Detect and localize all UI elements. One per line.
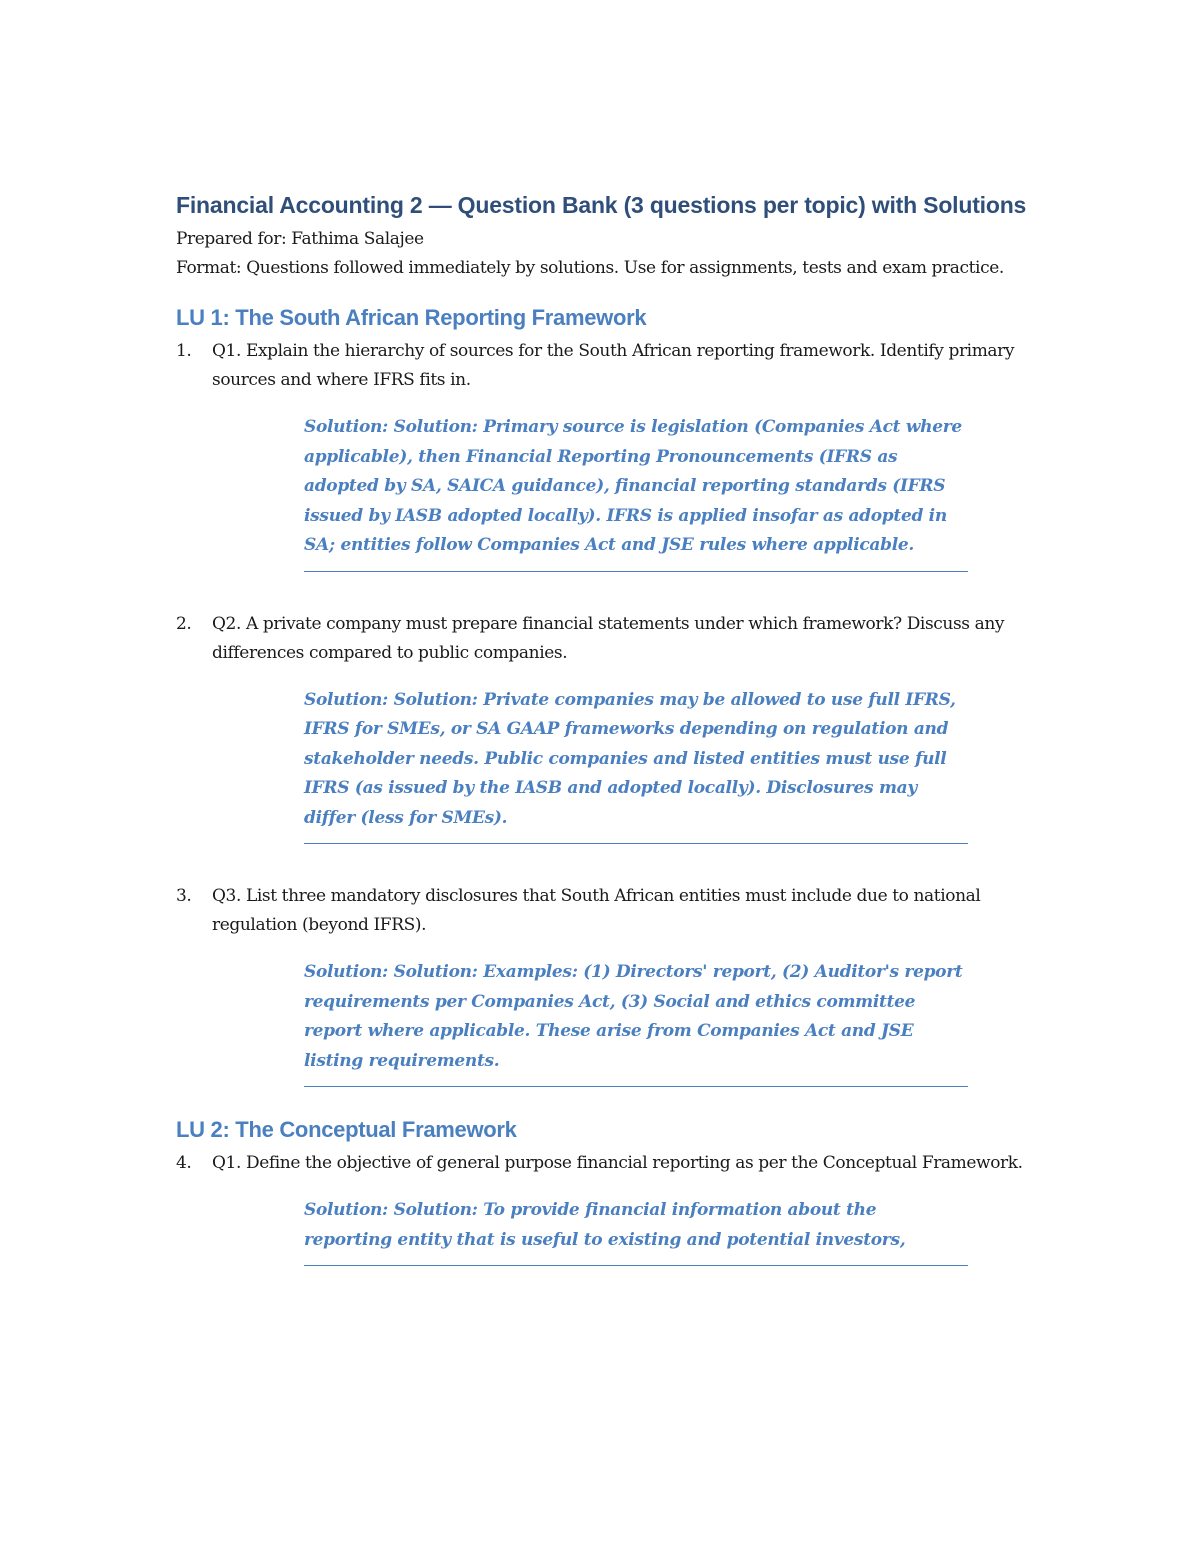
question-text: Q1. Explain the hierarchy of sources for the South African reporting framework. Identify primary sources and where IFRS fits in. bbox=[212, 341, 1015, 390]
question-text: Q3. List three mandatory disclosures that South African entities must include due to national regulation (beyond IFRS). bbox=[212, 886, 981, 935]
format-line: Format: Questions followed immediately by solutions. Use for assignments, tests and exam practice. bbox=[176, 258, 1004, 278]
question-item bbox=[176, 610, 1036, 879]
document-title: Financial Accounting 2 — Question Bank (3 questions per topic) with Solutions bbox=[176, 192, 1027, 218]
question-number: 1. bbox=[176, 341, 192, 361]
learning-unit-1 bbox=[176, 303, 1036, 1087]
prepared-for-line: Prepared for: Fathima Salajee bbox=[176, 229, 424, 249]
question-number: 3. bbox=[176, 886, 192, 906]
document-page bbox=[176, 186, 1036, 1266]
question-item bbox=[176, 882, 1036, 1087]
learning-unit-heading: LU 1: The South African Reporting Framework bbox=[176, 305, 647, 330]
question-item bbox=[176, 1149, 1036, 1266]
solution-block: Solution: Solution: To provide financial information about the reporting entity that is useful to existing and potential investors, bbox=[304, 1196, 968, 1266]
question-text: Q2. A private company must prepare financial statements under which framework? Discuss any differences compared to public companies. bbox=[212, 613, 1005, 663]
learning-unit-2 bbox=[176, 1115, 1036, 1266]
solution-block: Solution: Solution: Private companies may be allowed to use full IFRS, IFRS for SMEs, or SA GAAP frameworks depending on regulation and stakeholder needs. Public companies and listed entities must use full IFRS (as issued by the IASB and adopted locally). Disclosures may differ (less for SMEs). bbox=[304, 686, 968, 845]
question-number: 2. bbox=[176, 613, 192, 634]
question-number: 4. bbox=[176, 1153, 192, 1173]
question-item bbox=[176, 337, 1036, 606]
question-text: Q1. Define the objective of general purpose financial reporting as per the Conceptual Framework. bbox=[212, 1153, 1023, 1173]
learning-unit-heading: LU 2: The Conceptual Framework bbox=[176, 1117, 517, 1142]
solution-block: Solution: Solution: Examples: (1) Directors' report, (2) Auditor's report requirements per Companies Act, (3) Social and ethics committee report where applicable. These arise from Companies Act and JSE listing requirements. bbox=[304, 958, 968, 1087]
solution-block: Solution: Solution: Primary source is legislation (Companies Act where applicable), then Financial Reporting Pronouncements (IFRS as adopted by SA, SAICA guidance), financial reporting standards (IFRS issued by IASB adopted locally). IFRS is applied insofar as adopted in SA; entities follow Companies Act and JSE rules where applicable. bbox=[304, 413, 968, 572]
